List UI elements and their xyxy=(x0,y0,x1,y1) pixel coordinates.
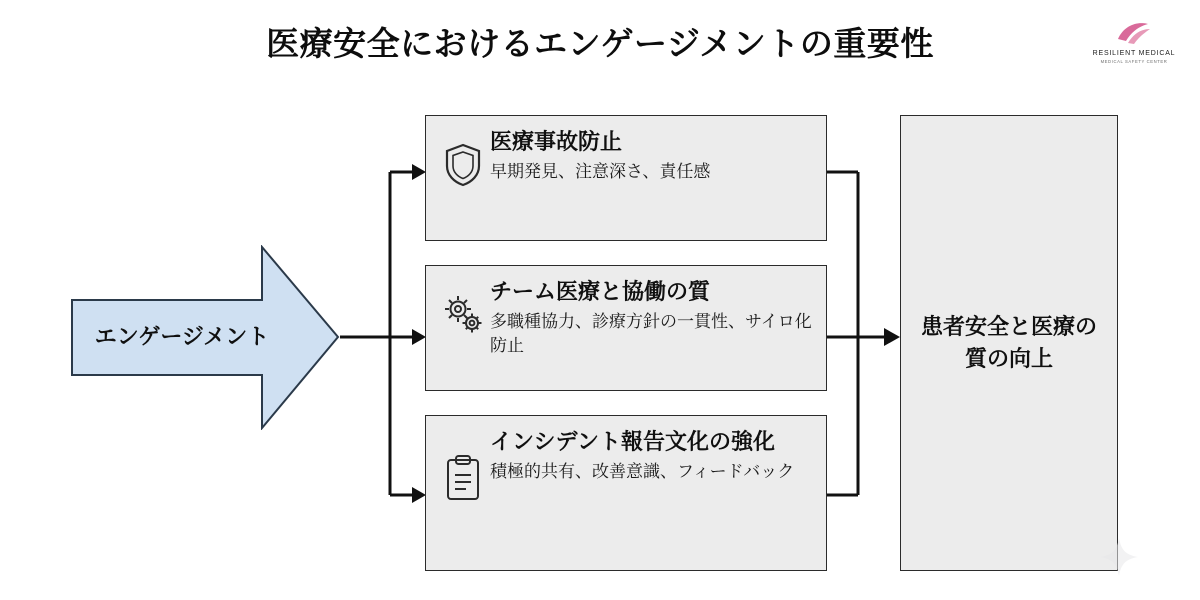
card-title: チーム医療と協働の質 xyxy=(490,279,711,304)
outcome-box[interactable] xyxy=(900,115,1118,571)
card-description: 早期発見、注意深さ、責任感 xyxy=(490,162,711,182)
sparkle-icon xyxy=(1098,536,1140,578)
card-description: 積極的共有、改善意識、フィードバック xyxy=(490,462,795,482)
card-title: インシデント報告文化の強化 xyxy=(490,429,776,454)
factor-card-medical-accident-prevention[interactable] xyxy=(425,115,827,241)
logo-subtitle: MEDICAL SAFETY CENTER xyxy=(1100,58,1168,64)
logo-mark-icon xyxy=(1114,19,1154,47)
factor-card-incident-reporting-culture[interactable] xyxy=(425,415,827,571)
card-description: 多職種協力、診療方針の一貫性、サイロ化防止 xyxy=(490,312,812,355)
input-arrow-label: エンゲージメント xyxy=(94,324,270,349)
brand-logo xyxy=(1086,8,1182,74)
card-title: 医療事故防止 xyxy=(490,129,623,154)
page-title: 医療安全におけるエンゲージメントの重要性 xyxy=(266,25,934,62)
clipboard-icon xyxy=(440,454,486,502)
card-body xyxy=(490,128,812,184)
input-arrow xyxy=(70,245,340,430)
shield-icon xyxy=(440,142,486,188)
outcome-text: 患者安全と医療の質の向上 xyxy=(920,314,1097,371)
card-body xyxy=(490,278,812,357)
card-body xyxy=(490,428,812,484)
factor-card-team-collaboration[interactable] xyxy=(425,265,827,391)
logo-name: RESILIENT MEDICAL xyxy=(1092,49,1176,57)
gears-icon xyxy=(440,292,486,336)
